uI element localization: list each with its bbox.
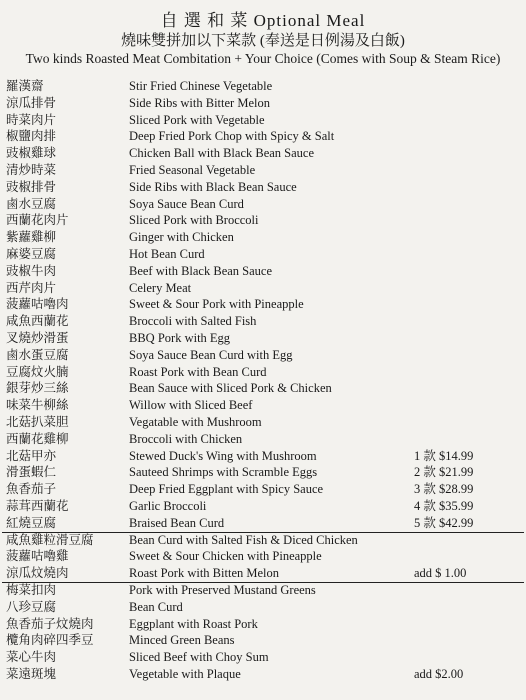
- menu-item: [0, 666, 526, 683]
- menu-item-chinese-name: 菠蘿咕嚕雞: [6, 549, 69, 564]
- menu-item-chinese-name: 菜遠斑塊: [6, 666, 57, 681]
- menu-item: [0, 599, 526, 616]
- menu-item: [0, 95, 526, 112]
- menu-item-english-name: Bean Curd: [129, 599, 183, 614]
- menu-item-chinese-name: 北菇甲亦: [6, 448, 57, 463]
- menu-item: [0, 582, 526, 599]
- menu-item-chinese-name: 魚香茄子炆燒肉: [6, 616, 94, 631]
- menu-item-english-name: Bean Sauce with Sliced Pork & Chicken: [129, 381, 332, 396]
- menu-item-price: 3 款 $28.99: [414, 482, 474, 497]
- menu-item-chinese-name: 豉椒牛肉: [6, 263, 57, 278]
- menu-item-english-name: Chicken Ball with Black Bean Sauce: [129, 146, 315, 161]
- menu-item: [0, 481, 526, 498]
- menu-subtitle-chinese: 燒味雙拼加以下菜款 (奉送是日例湯及白飯): [121, 33, 405, 49]
- menu-item: [0, 78, 526, 95]
- menu-item-chinese-name: 涼瓜排骨: [6, 95, 57, 110]
- menu-item-chinese-name: 鹵水蛋豆腐: [6, 347, 69, 362]
- menu-item-chinese-name: 菠蘿咕嚕肉: [6, 297, 69, 312]
- menu-item-english-name: Celery Meat: [129, 280, 192, 295]
- menu-item-english-name: Roast Pork with Bean Curd: [129, 364, 267, 379]
- menu-item-chinese-name: 豉椒排骨: [6, 179, 57, 194]
- menu-item: [0, 112, 526, 129]
- menu-item-english-name: Sliced Pork with Broccoli: [129, 213, 259, 228]
- menu-item-chinese-name: 西芹肉片: [6, 280, 57, 295]
- menu-item-chinese-name: 紅燒豆腐: [6, 515, 57, 530]
- menu-items: [0, 78, 526, 683]
- menu-item: [0, 179, 526, 196]
- menu-item-chinese-name: 西蘭花肉片: [6, 213, 69, 228]
- menu-item-english-name: Willow with Sliced Beef: [129, 398, 253, 413]
- menu-item-chinese-name: 豆腐炆火腩: [6, 364, 69, 379]
- menu-item-chinese-name: 叉燒炒滑蛋: [6, 330, 69, 345]
- menu-section: [0, 78, 526, 532]
- menu-item-english-name: Sliced Beef with Choy Sum: [129, 650, 269, 665]
- menu-item-price: 4 款 $35.99: [414, 498, 474, 513]
- menu-item-english-name: Beef with Black Bean Sauce: [129, 263, 273, 278]
- menu-item-chinese-name: 涼瓜炆燒肉: [6, 566, 69, 581]
- menu-item: [0, 498, 526, 515]
- menu-item-price: add $2.00: [414, 666, 464, 681]
- menu-item-english-name: Side Ribs with Bitter Melon: [129, 95, 270, 110]
- menu-item-english-name: Deep Fried Pork Chop with Spicy & Salt: [129, 129, 335, 144]
- menu-item-english-name: Vegatable with Mushroom: [129, 414, 262, 429]
- menu-item: [0, 414, 526, 431]
- menu-item-chinese-name: 清炒時菜: [6, 162, 57, 177]
- menu-item-english-name: Eggplant with Roast Pork: [129, 616, 258, 631]
- menu-item-english-name: Pork with Preserved Mustand Greens: [129, 582, 316, 597]
- menu-item-price: 2 款 $21.99: [414, 465, 474, 480]
- menu-item: [0, 649, 526, 666]
- menu-item: [0, 364, 526, 381]
- menu-item-english-name: Ginger with Chicken: [129, 230, 234, 245]
- menu-item: [0, 431, 526, 448]
- menu-item-chinese-name: 銀芽炒三絲: [6, 381, 69, 396]
- menu-item-chinese-name: 豉椒雞球: [6, 146, 57, 161]
- menu-item-english-name: Broccoli with Salted Fish: [129, 314, 257, 329]
- menu-item-price: 1 款 $14.99: [414, 448, 474, 463]
- menu-item-price: add $ 1.00: [414, 566, 467, 581]
- menu-item-chinese-name: 欖角肉碎四季豆: [6, 633, 94, 648]
- menu-item-chinese-name: 魚香茄子: [6, 482, 57, 497]
- menu-item-english-name: Soya Sauce Bean Curd with Egg: [129, 347, 293, 362]
- menu-item: [0, 162, 526, 179]
- menu-item: [0, 515, 526, 532]
- menu-item-english-name: Garlic Broccoli: [129, 498, 207, 513]
- menu-section: [0, 582, 526, 683]
- menu-item: [0, 313, 526, 330]
- menu-item-english-name: Sweet & Sour Pork with Pineapple: [129, 297, 304, 312]
- menu-item-chinese-name: 時菜肉片: [6, 112, 57, 127]
- menu-item-chinese-name: 菜心牛肉: [6, 650, 57, 665]
- menu-item: [0, 616, 526, 633]
- menu-item-chinese-name: 蒜茸西蘭花: [6, 498, 69, 513]
- menu-item: [0, 397, 526, 414]
- menu-item-english-name: Sliced Pork with Vegetable: [129, 112, 265, 127]
- menu-item: [0, 632, 526, 649]
- menu-item: [0, 532, 526, 549]
- menu-item-english-name: Roast Pork with Bitten Melon: [129, 566, 279, 581]
- menu-item-chinese-name: 咸魚雞粒滑豆腐: [6, 532, 94, 547]
- menu-item-price: 5 款 $42.99: [414, 515, 474, 530]
- menu-item: [0, 565, 526, 582]
- menu-item: [0, 196, 526, 213]
- menu-item-chinese-name: 北菇扒菜胆: [6, 414, 69, 429]
- menu-item-chinese-name: 麻婆豆腐: [6, 246, 57, 261]
- menu-item-english-name: Bean Curd with Salted Fish & Diced Chicken: [129, 532, 358, 547]
- menu-item-chinese-name: 梅菜扣肉: [6, 582, 57, 597]
- menu-item-english-name: Side Ribs with Black Bean Sauce: [129, 179, 297, 194]
- menu-item-chinese-name: 八珍豆腐: [6, 599, 57, 614]
- menu-item-english-name: Deep Fried Eggplant with Spicy Sauce: [129, 482, 324, 497]
- menu-item-english-name: Sweet & Sour Chicken with Pineapple: [129, 549, 322, 564]
- menu-item: [0, 246, 526, 263]
- menu-item: [0, 448, 526, 465]
- menu-item: [0, 464, 526, 481]
- menu-item: [0, 280, 526, 297]
- menu-item-english-name: Minced Green Beans: [129, 633, 235, 648]
- menu-item: [0, 548, 526, 565]
- menu-item-chinese-name: 滑蛋蝦仁: [6, 465, 57, 480]
- menu-item-english-name: Braised Bean Curd: [129, 515, 225, 530]
- menu-item-chinese-name: 味菜牛柳絲: [6, 398, 69, 413]
- menu-item-chinese-name: 鹵水豆腐: [6, 196, 57, 211]
- menu-item-english-name: Hot Bean Curd: [129, 246, 205, 261]
- menu-item: [0, 380, 526, 397]
- menu-item: [0, 128, 526, 145]
- menu-item-english-name: Broccoli with Chicken: [129, 431, 243, 446]
- menu-item-english-name: BBQ Pork with Egg: [129, 330, 231, 345]
- menu-item-chinese-name: 咸魚西蘭花: [6, 314, 69, 329]
- menu-item-chinese-name: 西蘭花雞柳: [6, 431, 69, 446]
- menu-item: [0, 263, 526, 280]
- menu-item: [0, 330, 526, 347]
- menu-item-english-name: Stewed Duck's Wing with Mushroom: [129, 448, 317, 463]
- menu-item-chinese-name: 紫蘿雞柳: [6, 230, 57, 245]
- menu-item: [0, 347, 526, 364]
- menu-item: [0, 145, 526, 162]
- menu-item-english-name: Soya Sauce Bean Curd: [129, 196, 244, 211]
- menu-title: 自 選 和 菜 Optional Meal: [160, 11, 366, 30]
- menu-item: [0, 296, 526, 313]
- menu-item: [0, 212, 526, 229]
- menu-item-chinese-name: 椒鹽肉排: [6, 129, 57, 144]
- menu-item-english-name: Stir Fried Chinese Vegetable: [129, 79, 273, 93]
- menu-item-chinese-name: 羅漢齋: [6, 79, 44, 93]
- menu-item-english-name: Fried Seasonal Vegetable: [129, 162, 256, 177]
- menu-item-english-name: Vegetable with Plaque: [129, 666, 241, 681]
- menu-subtitle-english: Two kinds Roasted Meat Combitation + Your Choice (Comes with Soup & Steam Rice): [25, 51, 501, 66]
- menu-item-english-name: Sauteed Shrimps with Scramble Eggs: [129, 465, 318, 480]
- menu-section: [0, 532, 526, 582]
- menu-item: [0, 229, 526, 246]
